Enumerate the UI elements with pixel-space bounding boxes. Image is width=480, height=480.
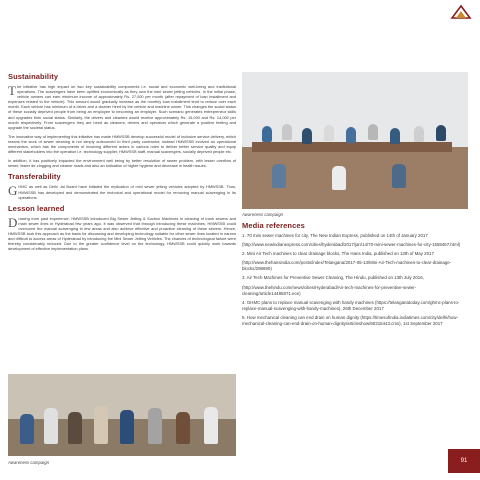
lesson-learned-paragraph: Drawing from past experience, HMWSSB introduced Big Sewer Jetting & Suction Machines in cleaning of trunk sewers and main sewer lines in Hyderabad few years ago. It was observed that through introducing these machines, HMWSSB could overcome the manual scavenging in few areas and also achieve effective and proactive cleaning of these sewers. Hence, HMWSSB took this approach as the basis for discussing and developing technology suitable for other sewer lines located in narrow and difficult to access areas of Hyderabad by introducing the Mini Sewer Jetting Vehicles. The chances of technological failure were thereby considerably reduced. Due to the greater confidence level on the technology, HMWSSB could quickly work towards development of effective implementation plans. (8, 214, 236, 252)
transferability-heading: Transferability (8, 172, 61, 182)
media-reference-item: 1. 70 mini sewer machines for city, The New Indian Express, published on 14th of January 2017 (242, 233, 428, 238)
left-column (8, 72, 236, 255)
media-reference-item: 3. Air Tech Machines for Preventive Sewer Cleaning, The Hindu, published on 13th July 2016, (242, 275, 424, 281)
sustainability-paragraph-3: In addition, it has positively impacted the environment well being by better resolution of sewer problem, with lesser overflow of sewer, faster de-clogging and cleaner roads and also an indication of higher hygiene and decrease in health issues. (8, 158, 236, 169)
sustainability-paragraph-1: The initiative has high impact on two key sustainability components i.e. social and economic well-being and institutional operations. The scavengers have been uplifted economically as they own the mini sewer jetting vehicles. In the initial phase, vehicle owners can earn minimum income of approximately Rs. 27,000 per month (after repayment of loan installment and expenses related to the vehicle). This amount would gradually increase as the monthly loan installment tend to reduce over each month. Each vehicle has minimum of a driver and a cleaner hired by the vehicle and machine owner. This changes the social status of these socially deprived people from being an employee to becoming an employer. Such scenario generates entrepreneur skills and upgrades their social status. Similarly, the drivers and cleaners would receive approximately Rs. 15,000 and Rs. 14,000 per month respectively. From scavengers they are hired as cleaners, drivers and operators which generate a positive feeling and upgrade the societal status. (8, 83, 236, 130)
media-reference-link[interactable]: (http://www.thehansindia.com/posts/index/Telangana/2017-05-13/Mini-Air-Tech-machines-to-clear-drainage-blocks/298690) (242, 260, 452, 272)
page-number: 91 (448, 449, 480, 473)
awareness-campaign-photo-bottom (8, 374, 236, 456)
media-reference-item[interactable]: 4. GHMC plans to replace manual scavenging with handy machines (https://telanganatoday.com/ghmc-plans-to-replace-manual-scavenging-with-handy-machines), 26th December 2017 (242, 299, 460, 311)
lesson-learned-heading: Lesson learned (8, 203, 65, 213)
media-reference-item: 2. Mini Air Tech machines to clear drainage blocks, The Hans India, published on 13th of May 2017 (242, 251, 434, 257)
awareness-campaign-caption-right: Awareness campaign (242, 212, 284, 217)
media-references-list (242, 233, 468, 327)
awareness-campaign-photo-right (242, 72, 468, 209)
organization-logo-icon (450, 4, 472, 20)
media-reference-link[interactable]: (http://www.thehindu.com/news/cities/Hyderabad/Air-tech-machines-for-preventive-sewer-cleaning/article14485871.ece) (242, 284, 417, 296)
media-references-heading: Media references (242, 221, 305, 230)
media-references-column (242, 221, 468, 330)
sustainability-heading: Sustainability (8, 72, 59, 81)
media-reference-item[interactable]: 5. How mechanical cleaning can end drain on human dignity (https://timesofindia.indiatimes.com/city/delhi/how-mechanical-cleaning-can-end-drain-on-human-dignity/articleshow/60315443.cms), 1st September 2017 (242, 314, 458, 327)
sustainability-paragraph-2: The innovative way of implementing this initiative has made HMWSSB develop successful model of inclusive service delivery, which means the work of sewer cleaning is not simply outsourced to third party contractor; instead HMWSSB evolved an operational mechanism, which has the components of involving different actors in various roles to deliver better service quality and equip different stakeholders into the operation i.e. technology supplier, HMWSSB staff, manual scavengers, socially deprived people etc. (8, 133, 236, 155)
awareness-campaign-caption-bottom: Awareness campaign (8, 460, 50, 465)
media-reference-link[interactable]: (http://www.newindianexpress.com/cities/hyderabad/2017/jan/14/70-mini-sewer-machines-for-city-1559467.html) (242, 242, 461, 248)
transferability-paragraph: GHMC as well as Delhi Jal Board have initiated the replication of mini sewer jetting vehicles adopted by HMWSSB. Thus, HMWSSB has developed and demonstrated the technical and operational model for removing manual scavenging in its operations. (8, 183, 236, 200)
